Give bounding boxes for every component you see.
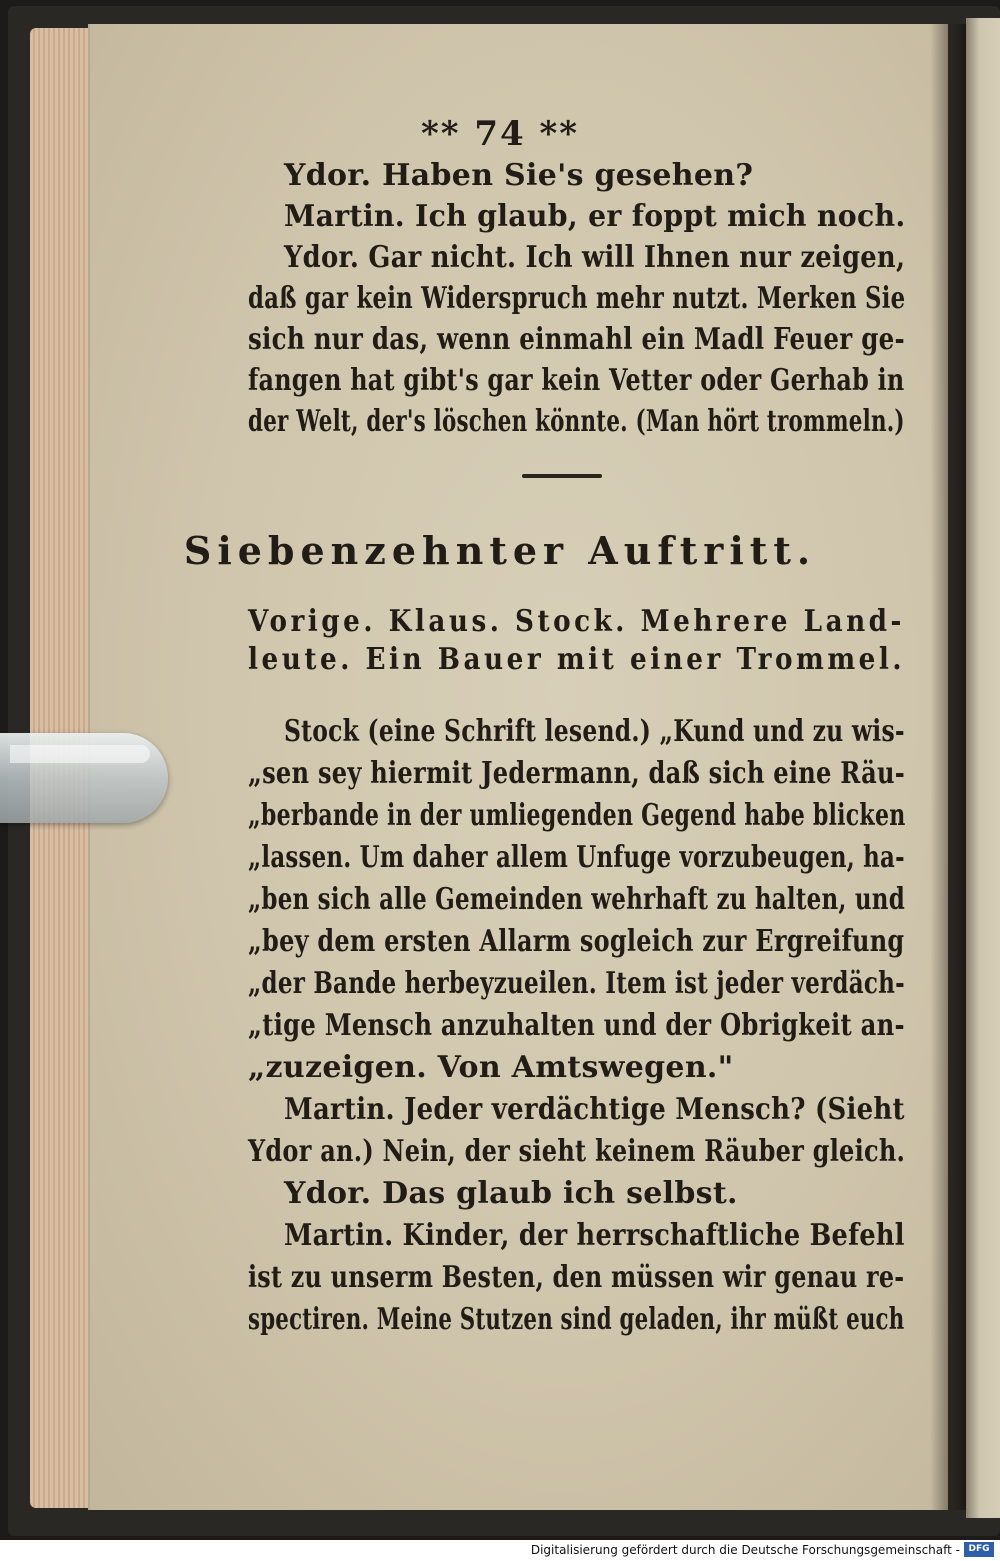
- text-line: „berbande in der umliegenden Gegend habe blicken: [248, 798, 906, 833]
- text-line: sich nur das, wenn einmahl ein Madl Feuer ge-: [248, 322, 905, 357]
- text-line: fangen hat gibt's gar kein Vetter oder Gerhab in: [248, 363, 905, 398]
- text-line: „tige Mensch anzuhalten und der Obrigkeit an-: [248, 1008, 905, 1043]
- dfg-logo: DFG: [964, 1542, 994, 1557]
- stage-direction: leute. Ein Bauer mit einer Trommel.: [248, 642, 906, 677]
- text-line: „sen sey hiermit Jedermann, daß sich eine Räu-: [248, 756, 905, 791]
- text-line: Ydor. Das glaub ich selbst.: [284, 1176, 738, 1211]
- text-line: „der Bande herbeyzueilen. Item ist jeder verdäch-: [248, 966, 905, 1001]
- section-divider: [522, 474, 602, 478]
- stage-direction: Vorige. Klaus. Stock. Mehrere Land-: [248, 604, 905, 639]
- funding-credit: Digitalisierung gefördert durch die Deutsche Forschungsgemeinschaft -: [530, 1543, 960, 1557]
- text-line: ist zu unserm Besten, den müssen wir genau re-: [248, 1260, 905, 1295]
- text-line: daß gar kein Widerspruch mehr nutzt. Merken Sie: [248, 281, 906, 316]
- text-line: Martin. Kinder, der herrschaftliche Befehl: [284, 1218, 905, 1253]
- text-line: „lassen. Um daher allem Unfuge vorzubeugen, ha-: [248, 840, 905, 875]
- text-line: Ydor. Gar nicht. Ich will Ihnen nur zeigen,: [284, 240, 906, 275]
- text-line: spectiren. Meine Stutzen sind geladen, ihr müßt euch: [248, 1302, 905, 1337]
- page-header: ** 74 **: [420, 114, 580, 154]
- scene-title: Siebenzehnter Auftritt.: [183, 528, 817, 573]
- text-line: Martin. Jeder verdächtige Mensch? (Sieht: [284, 1092, 905, 1127]
- text-line: „bey dem ersten Allarm sogleich zur Ergreifung: [248, 924, 905, 959]
- text-line: „zuzeigen. Von Amtswegen.": [248, 1050, 734, 1085]
- gutter-shadow: [930, 24, 970, 1510]
- clip-highlight: [10, 745, 150, 763]
- text-line: Ydor. Haben Sie's gesehen?: [284, 158, 754, 193]
- text-line: Martin. Ich glaub, er foppt mich noch.: [284, 199, 906, 234]
- text-line: „ben sich alle Gemeinden wehrhaft zu halten, und: [248, 882, 905, 917]
- text-line: Ydor an.) Nein, der sieht keinem Räuber gleich.: [248, 1134, 906, 1169]
- facing-page: [966, 18, 1000, 1518]
- text-line: Stock (eine Schrift lesend.) „Kund und zu wis-: [284, 714, 905, 749]
- text-line: der Welt, der's löschen könnte. (Man hört trommeln.): [248, 404, 905, 439]
